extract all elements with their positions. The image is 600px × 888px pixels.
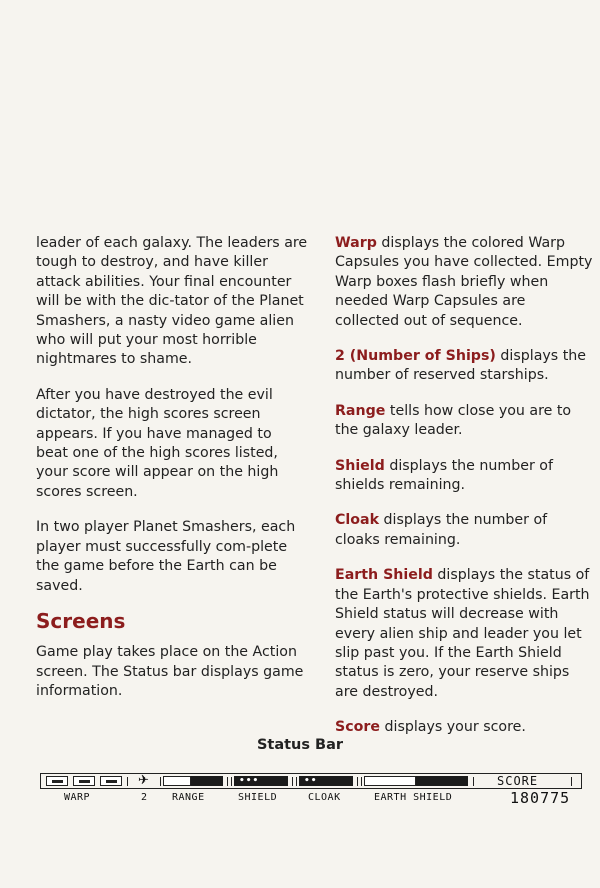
term-warp: Warp <box>335 235 377 251</box>
divider <box>473 777 474 786</box>
label-range: RANGE <box>172 792 205 803</box>
divider <box>296 777 297 786</box>
divider <box>361 777 362 786</box>
item-ships <box>335 347 593 386</box>
term-cloak: Cloak <box>335 512 380 529</box>
cloak-meter <box>299 776 353 786</box>
divider <box>227 777 228 786</box>
score-label: SCORE <box>497 774 539 788</box>
divider <box>231 777 232 786</box>
range-fill <box>191 776 223 786</box>
term-range: Range <box>335 402 386 419</box>
desc-range: tells how close you are to the galaxy leader. <box>335 402 572 439</box>
item-score <box>335 718 593 737</box>
divider <box>160 777 161 786</box>
desc-earth-shield: displays the status of the Earth's protective shields. Earth Shield status will decrease with every alien ship and leader you let slip past you. If the Earth Shield status is zero, your reserve ships are destroyed. <box>335 567 590 700</box>
divider <box>571 777 572 786</box>
desc-ships: displays the number of reserved starships. <box>335 348 586 384</box>
earth-shield-fill <box>416 776 468 786</box>
range-empty <box>163 776 191 786</box>
item-earth-shield <box>335 566 593 702</box>
warp-box-2 <box>73 776 95 786</box>
divider <box>127 777 128 786</box>
desc-cloak: displays the number of cloaks remaining. <box>335 512 548 548</box>
status-bar-title: Status Bar <box>256 737 344 753</box>
label-shield: SHIELD <box>238 792 278 803</box>
right-column <box>335 234 593 754</box>
status-bar-frame <box>40 773 582 789</box>
paragraph-screens: Game play takes place on the Action screen. The Status bar displays game information. <box>36 644 304 700</box>
warp-box-3 <box>100 776 122 786</box>
left-column <box>36 234 308 718</box>
warp-box-1 <box>46 776 68 786</box>
shield-meter <box>234 776 288 786</box>
starship-icon: ✈ <box>138 773 149 788</box>
term-earth-shield: Earth Shield <box>335 567 433 584</box>
section-heading-screens: Screens <box>36 608 126 633</box>
label-warp: WARP <box>64 792 91 803</box>
item-warp <box>335 234 593 331</box>
term-shield: Shield <box>335 457 385 474</box>
paragraph-two-player: In two player Planet Smashers, each player must successfully com-plete the game before the Earth can be saved. <box>36 519 296 594</box>
score-value: 180775 <box>510 789 571 807</box>
shield-dots: ••• <box>239 776 260 786</box>
status-bar-illustration <box>40 773 582 813</box>
divider <box>357 777 358 786</box>
label-cloak: CLOAK <box>308 792 341 803</box>
term-score: Score <box>335 719 380 736</box>
earth-shield-empty <box>364 776 416 786</box>
desc-shield: displays the number of shields remaining. <box>335 457 553 494</box>
item-shield <box>335 457 593 496</box>
paragraph-high-scores: After you have destroyed the evil dictator, the high scores screen appears. If you have managed to beat one of the high scores listed, your score will appear on the high scores screen. <box>36 386 279 500</box>
cloak-dots: •• <box>304 776 318 786</box>
label-earth-shield: EARTH SHIELD <box>374 792 453 803</box>
label-ships: 2 <box>141 792 148 803</box>
paragraph-galaxy-leaders: leader of each galaxy. The leaders are tough to destroy, and have killer attack abilities. Your final encounter will be with the dic-tator of the Planet Smashers, a nasty video game alien who will put your most horrible nightmares to shame. <box>36 235 308 368</box>
term-ships: 2 (Number of Ships) <box>335 348 496 365</box>
item-range <box>335 402 593 441</box>
desc-warp: displays the colored Warp Capsules you have collected. Empty Warp boxes flash briefly when needed Warp Capsules are collected out of sequence. <box>335 235 593 329</box>
divider <box>292 777 293 786</box>
item-cloak <box>335 511 593 550</box>
desc-score: displays your score. <box>380 719 526 736</box>
